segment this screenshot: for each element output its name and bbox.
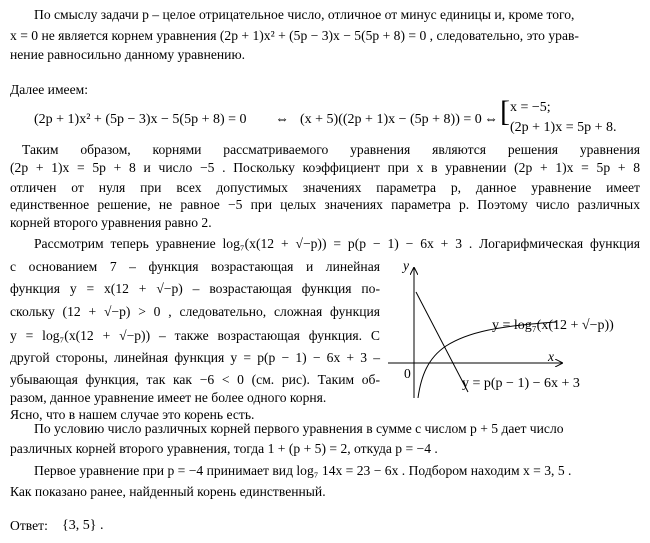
paragraph-1-line-1: По смыслу задачи p – целое отрицательное число, отличное от минус единицы и, кроме того, xyxy=(34,7,575,22)
paragraph-3-line-2: (2p + 1)x = 5p + 8 и число −5 . Поскольку коэффициент при x в уравнении (2p + 1)x = 5p + 8 xyxy=(10,160,640,175)
paragraph-3-line-5: корней второго уравнения равно 2. xyxy=(10,215,212,230)
paragraph-5-line-2: различных корней второго уравнения, тогда 1 + (p + 5) = 2, откуда p = −4 . xyxy=(10,441,438,456)
paragraph-2-intro: Далее имеем: xyxy=(10,82,88,97)
paragraph-1-line-3: нение равносильно данному уравнению. xyxy=(10,47,246,62)
paragraph-6-line-1: Первое уравнение при p = −4 принимает вид log₇ 14x = 23 − 6x . Подбором находим x = 3, 5 . xyxy=(34,463,572,478)
paragraph-4-line-2: с основанием 7 – функция возрастающая и линейная xyxy=(10,259,380,274)
answer-value: {3, 5} . xyxy=(62,518,104,533)
paragraph-4-line-4: скольку (12 + √−p) > 0 , следовательно, сложная функция xyxy=(10,304,380,319)
paragraph-3-line-1: Таким образом, корнями рассматриваемого уравнения являются решения уравнения xyxy=(22,142,640,157)
equation-case-2: (2p + 1)x = 5p + 8. xyxy=(510,120,617,135)
equivalence-arrow-1: ⇔ xyxy=(275,112,289,127)
paragraph-4-line-6: другой стороны, линейная функция y = p(p − 1) − 6x + 3 – xyxy=(10,350,380,365)
paragraph-4-line-5: y = log₇(x(12 + √−p)) – также возрастающая функция. С xyxy=(10,328,380,343)
answer-label: Ответ: xyxy=(10,518,48,533)
decreasing-line xyxy=(416,292,468,392)
line-label: y = p(p − 1) − 6x + 3 xyxy=(462,376,580,391)
paragraph-4-line-8: разом, данное уравнение имеет не более одного корня. xyxy=(10,390,327,405)
paragraph-5-line-1: По условию число различных корней первого уравнения в сумме с числом p + 5 дает число xyxy=(34,421,564,436)
paragraph-4-line-1: Рассмотрим теперь уравнение log₇(x(12 + √−p)) = p(p − 1) − 6x + 3 . Логарифмическая функция xyxy=(34,236,640,251)
paragraph-4-line-9: Ясно, что в нашем случае это корень есть. xyxy=(10,407,255,422)
origin-label: 0 xyxy=(404,366,411,381)
paragraph-3-line-3: отличен от нуля при всех допустимых значениях параметра p, данное уравнение имеет xyxy=(10,180,640,195)
paragraph-1-line-2: x = 0 не является корнем уравнения (2p + 1)x² + (5p − 3)x − 5(5p + 8) = 0 , следовательно, это урав- xyxy=(10,28,579,43)
paragraph-6-line-2: Как показано ранее, найденный корень единственный. xyxy=(10,484,326,499)
x-axis-label: x xyxy=(548,349,555,364)
equation-factored: (x + 5)((2p + 1)x − (5p + 8)) = 0 xyxy=(300,112,482,127)
paragraph-4-line-3: функция y = x(12 + √−p) – возрастающая функция по- xyxy=(10,281,380,296)
equivalence-arrow-2: ⇔ xyxy=(484,112,498,127)
paragraph-3-line-4: единственное решение, не равное −5 при целых значениях параметра p. Поэтому число различных xyxy=(10,197,640,212)
equation-main-lhs: (2p + 1)x² + (5p − 3)x − 5(5p + 8) = 0 xyxy=(34,112,247,127)
log-curve-label: y = log₇(x(12 + √−p)) xyxy=(492,318,614,333)
system-bracket: [ xyxy=(500,95,510,128)
paragraph-4-line-7: убывающая функция, так как −6 < 0 (см. рис). Таким об- xyxy=(10,372,380,387)
y-axis-label: y xyxy=(403,258,410,273)
equation-case-1: x = −5; xyxy=(510,100,551,115)
